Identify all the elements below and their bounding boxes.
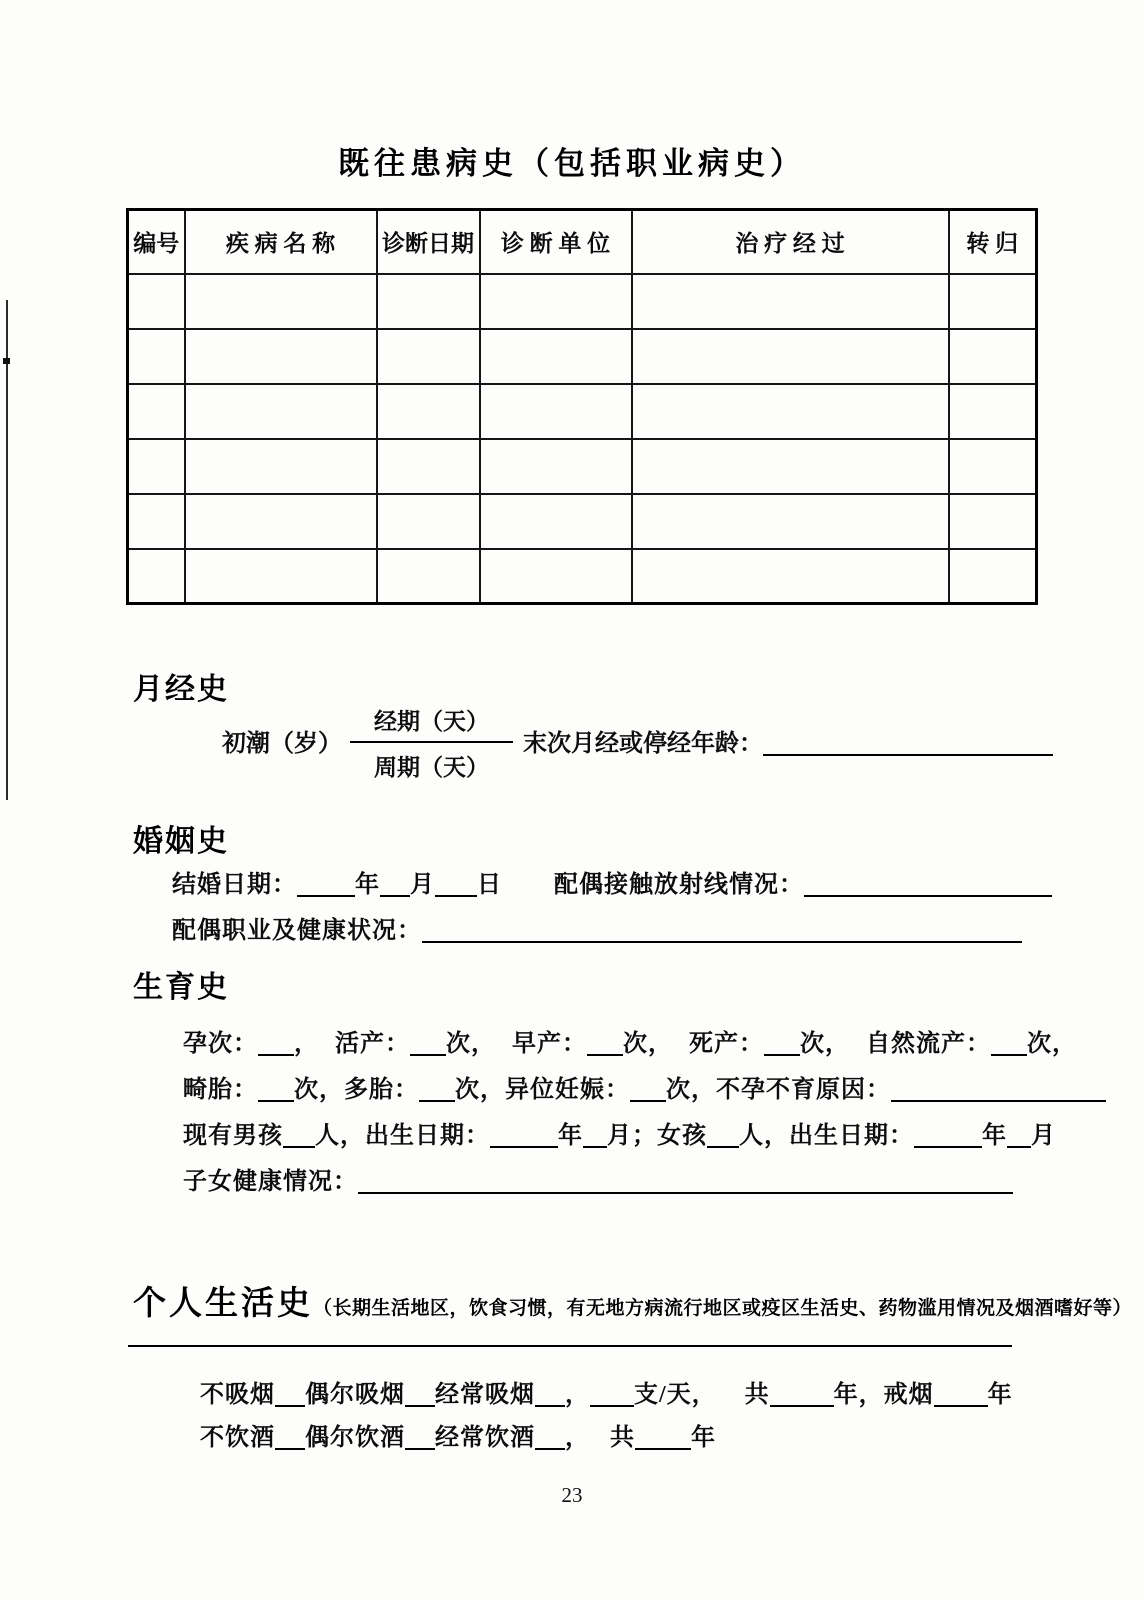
form-label: 共 (744, 1382, 770, 1408)
form-label: 共 (610, 1425, 635, 1451)
fill-in-blank (587, 1036, 623, 1056)
table-row (128, 384, 1037, 439)
personal-life-title: 个人生活史 (133, 1284, 313, 1321)
table-cell-empty (480, 384, 632, 439)
form-label: 活产： (335, 1031, 410, 1057)
fill-in-blank (764, 1036, 800, 1056)
table-cell-empty (377, 494, 480, 549)
table-cell-empty (480, 494, 632, 549)
menstrual-history-line (222, 703, 1053, 788)
form-label: 年 (987, 1382, 1013, 1408)
marriage-date-line (172, 864, 1052, 899)
fill-in-blank (1007, 1128, 1031, 1148)
col-header-serial-number: 编号 (128, 210, 185, 274)
form-label: 配偶接触放射线情况： (554, 872, 804, 898)
personal-life-heading (133, 1277, 1132, 1324)
fill-in-blank (405, 1430, 435, 1450)
fill-in-blank (891, 1082, 1106, 1102)
fill-in-blank (535, 1387, 565, 1407)
form-label: 结婚日期： (172, 872, 297, 898)
form-label: 不吸烟 (200, 1382, 275, 1408)
fill-in-blank (435, 877, 477, 897)
table-cell-empty (632, 274, 949, 329)
table-cell-empty (949, 329, 1037, 384)
table-cell-empty (128, 274, 185, 329)
table-cell-empty (185, 549, 377, 604)
table-cell-empty (480, 329, 632, 384)
form-label: 畸胎： (183, 1077, 258, 1103)
menarche-age-label: 初潮（岁） (222, 731, 342, 758)
form-label: 年 (558, 1123, 583, 1149)
spacer (590, 1444, 610, 1445)
last-period-label: 末次月经或停经年龄： (523, 731, 763, 758)
marriage-history-heading: 婚姻史 (133, 825, 229, 858)
table-cell-empty (377, 439, 480, 494)
form-label: 子女健康情况： (183, 1169, 358, 1195)
table-cell-empty (632, 494, 949, 549)
table-cell-empty (377, 274, 480, 329)
table-cell-empty (480, 274, 632, 329)
fill-in-blank (275, 1430, 305, 1450)
fill-in-blank (410, 1036, 446, 1056)
children-health-line (183, 1161, 1013, 1196)
table-cell-empty (949, 549, 1037, 604)
smoking-status-line (200, 1374, 1013, 1409)
form-label: 年，戒烟 (833, 1382, 934, 1408)
fill-in-blank (258, 1082, 294, 1102)
table-cell-empty (185, 384, 377, 439)
section-divider-line (128, 1345, 1012, 1347)
page-title: 既往患病史（包括职业病史） (338, 146, 806, 181)
fill-in-blank (358, 1174, 1013, 1194)
table-cell-empty (185, 274, 377, 329)
table-row (128, 274, 1037, 329)
form-label: 年 (982, 1123, 1007, 1149)
spacer (673, 1050, 689, 1051)
fill-in-blank (630, 1082, 666, 1102)
form-label: 次，多胎： (294, 1077, 419, 1103)
spacer (319, 1050, 335, 1051)
fill-in-blank (583, 1128, 607, 1148)
fill-in-blank (804, 877, 1052, 897)
fill-in-blank (707, 1128, 739, 1148)
form-label: 人，出生日期： (315, 1123, 490, 1149)
fill-in-blank (991, 1036, 1027, 1056)
form-label: 次， (623, 1031, 673, 1057)
table-cell-empty (128, 384, 185, 439)
scan-artifact-line (6, 300, 8, 800)
fill-in-blank (934, 1387, 988, 1407)
table-row (128, 329, 1037, 384)
table-cell-empty (632, 439, 949, 494)
table-cell-empty (377, 384, 480, 439)
table-cell-empty (128, 329, 185, 384)
period-cycle-fraction (350, 703, 513, 782)
fill-in-blank (380, 877, 410, 897)
fill-in-blank (590, 1387, 634, 1407)
table-cell-empty (480, 439, 632, 494)
page-number: 23 (561, 1483, 583, 1507)
cycle-days-label: 周期（天） (374, 755, 489, 780)
table-cell-empty (128, 549, 185, 604)
table-cell-empty (949, 439, 1037, 494)
fill-in-blank (535, 1430, 565, 1450)
form-label: 死产： (689, 1031, 764, 1057)
table-row (128, 494, 1037, 549)
form-label: 年 (355, 872, 380, 898)
spacer (496, 1050, 512, 1051)
form-label: 年 (691, 1425, 716, 1451)
spacer (502, 891, 554, 892)
table-cell-empty (377, 549, 480, 604)
form-label: 次， (800, 1031, 850, 1057)
form-label: 次， (1027, 1031, 1077, 1057)
table-cell-empty (949, 274, 1037, 329)
form-label: 月；女孩 (607, 1123, 707, 1149)
form-label: 经常吸烟 (435, 1382, 535, 1408)
fill-in-blank (635, 1430, 691, 1450)
menstrual-history-heading: 月经史 (133, 673, 229, 706)
fill-in-blank (258, 1036, 294, 1056)
form-label: 支/天， (634, 1382, 717, 1408)
col-header-outcome: 转 归 (949, 210, 1037, 274)
table-cell-empty (377, 329, 480, 384)
col-header-diagnosis-unit: 诊 断 单 位 (480, 210, 632, 274)
form-label: ， (565, 1382, 590, 1408)
table-row (128, 549, 1037, 604)
children-info-line (183, 1115, 1056, 1150)
fill-in-blank (405, 1387, 435, 1407)
fill-in-blank (419, 1082, 455, 1102)
fill-in-blank (297, 877, 355, 897)
fill-in-blank (490, 1128, 558, 1148)
spouse-occupation-line (172, 910, 1022, 945)
table-cell-empty (949, 384, 1037, 439)
form-label: 配偶职业及健康状况： (172, 918, 422, 944)
form-label: 次，异位妊娠： (455, 1077, 630, 1103)
fill-in-blank (763, 736, 1053, 756)
form-label: 人，出生日期： (739, 1123, 914, 1149)
form-label: 不饮酒 (200, 1425, 275, 1451)
fill-in-blank (914, 1128, 982, 1148)
form-label: 早产： (512, 1031, 587, 1057)
form-label: 偶尔饮酒 (305, 1425, 405, 1451)
fill-in-blank (770, 1387, 834, 1407)
table-cell-empty (128, 439, 185, 494)
fill-in-blank (283, 1128, 315, 1148)
col-header-disease-name: 疾 病 名 称 (185, 210, 377, 274)
abnormal-pregnancy-line (183, 1069, 1106, 1104)
table-row (128, 439, 1037, 494)
table-cell-empty (949, 494, 1037, 549)
spacer (717, 1401, 745, 1402)
drinking-status-line (200, 1417, 716, 1452)
table-cell-empty (185, 439, 377, 494)
scan-artifact-notch (3, 358, 10, 364)
form-label: 自然流产： (866, 1031, 991, 1057)
fill-in-blank (422, 923, 1022, 943)
reproductive-history-heading: 生育史 (133, 971, 229, 1004)
form-label: 经常饮酒 (435, 1425, 535, 1451)
fill-in-blank (275, 1387, 305, 1407)
form-label: 次，不孕不育原因： (666, 1077, 891, 1103)
period-days-label: 经期（天） (350, 703, 513, 743)
table-body (128, 274, 1037, 604)
col-header-diagnosis-date: 诊断日期 (377, 210, 480, 274)
form-label: 月 (410, 872, 435, 898)
form-label: ， (565, 1425, 590, 1451)
table-cell-empty (185, 494, 377, 549)
form-label: 偶尔吸烟 (305, 1382, 405, 1408)
form-label: 次， (446, 1031, 496, 1057)
form-label: ， (294, 1031, 319, 1057)
form-label: 现有男孩 (183, 1123, 283, 1149)
table-header-row (128, 210, 1037, 274)
table-cell-empty (632, 549, 949, 604)
spacer (850, 1050, 866, 1051)
table-cell-empty (632, 329, 949, 384)
table-cell-empty (128, 494, 185, 549)
pregnancy-counts-line (183, 1023, 1077, 1058)
form-label: 孕次： (183, 1031, 258, 1057)
col-header-treatment-course: 治 疗 经 过 (632, 210, 949, 274)
medical-history-table (126, 208, 1038, 605)
form-label: 日 (477, 872, 502, 898)
form-label: 月 (1031, 1123, 1056, 1149)
table-cell-empty (185, 329, 377, 384)
table-cell-empty (632, 384, 949, 439)
personal-life-note: （长期生活地区，饮食习惯，有无地方病流行地区或疫区生活史、药物滥用情况及烟酒嗜好等） (313, 1298, 1133, 1319)
table-cell-empty (480, 549, 632, 604)
